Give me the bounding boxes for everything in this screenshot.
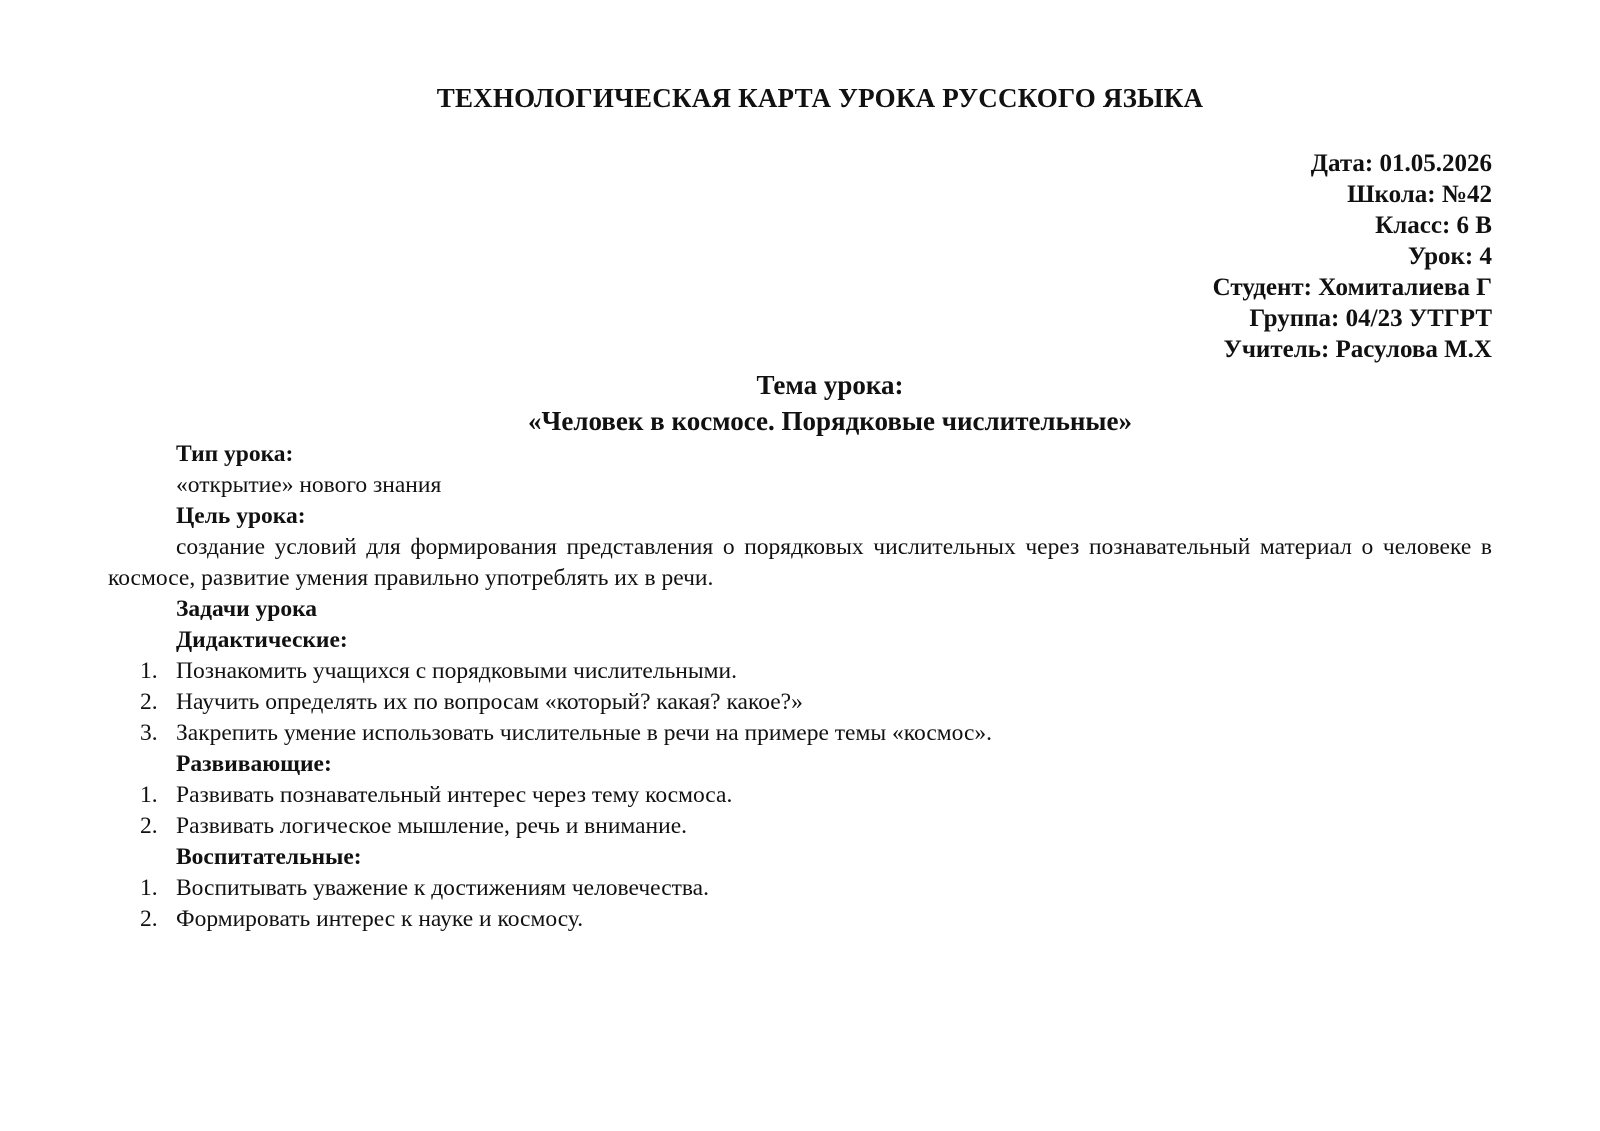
list-item-text: Формировать интерес к науке и космосу. bbox=[176, 906, 584, 932]
list-item-text: Развивать познавательный интерес через тему космоса. bbox=[176, 782, 733, 808]
meta-group: Группа: 04/23 УТГРТ bbox=[1249, 305, 1492, 332]
list-item-number: 1. bbox=[140, 782, 158, 808]
list-item-number: 2. bbox=[140, 689, 158, 715]
goal-label: Цель урока: bbox=[176, 503, 306, 529]
tasks-label: Задачи урока bbox=[176, 596, 318, 622]
educational-list bbox=[108, 873, 1492, 935]
lesson-body bbox=[108, 439, 1492, 935]
meta-school: Школа: №42 bbox=[1347, 181, 1492, 208]
list-item bbox=[108, 656, 1492, 687]
meta-lesson: Урок: 4 bbox=[1407, 243, 1492, 270]
list-item bbox=[108, 873, 1492, 904]
meta-student: Студент: Хомиталиева Г bbox=[1212, 274, 1492, 301]
list-item-text: Воспитывать уважение к достижениям человечества. bbox=[176, 875, 709, 901]
list-item bbox=[108, 718, 1492, 749]
list-item-number: 2. bbox=[140, 906, 158, 932]
didactic-list bbox=[108, 656, 1492, 749]
list-item-text: Научить определять их по вопросам «который? какая? какое?» bbox=[176, 689, 803, 715]
didactic-label: Дидактические: bbox=[176, 627, 348, 653]
list-item bbox=[108, 904, 1492, 935]
developing-label: Развивающие: bbox=[176, 751, 332, 777]
meta-teacher: Учитель: Расулова М.Х bbox=[1223, 336, 1492, 363]
developing-list bbox=[108, 780, 1492, 842]
list-item bbox=[108, 811, 1492, 842]
lesson-type-value: «открытие» нового знания bbox=[176, 472, 442, 498]
list-item-text: Познакомить учащихся с порядковыми числительными. bbox=[176, 658, 737, 684]
lesson-type-label: Тип урока: bbox=[176, 441, 294, 467]
list-item bbox=[108, 780, 1492, 811]
list-item-number: 1. bbox=[140, 658, 158, 684]
goal-text: создание условий для формирования представления о порядковых числительных через познавательный материал о человеке в космосе, развитие умения правильно употреблять их в речи. bbox=[108, 534, 1492, 591]
list-item-number: 3. bbox=[140, 720, 158, 746]
topic-name: «Человек в космосе. Порядковые числительные» bbox=[528, 405, 1132, 436]
list-item-text: Развивать логическое мышление, речь и внимание. bbox=[176, 813, 687, 839]
document-title: ТЕХНОЛОГИЧЕСКАЯ КАРТА УРОКА РУССКОГО ЯЗЫКА bbox=[436, 83, 1204, 113]
list-item bbox=[108, 687, 1492, 718]
lesson-meta-block bbox=[108, 148, 1492, 365]
meta-class: Класс: 6 В bbox=[1375, 212, 1492, 239]
meta-date: Дата: 01.05.2026 bbox=[1310, 150, 1492, 177]
list-item-number: 2. bbox=[140, 813, 158, 839]
list-item-number: 1. bbox=[140, 875, 158, 901]
topic-label: Тема урока: bbox=[756, 370, 904, 400]
list-item-text: Закрепить умение использовать числительные в речи на примере темы «космос». bbox=[176, 720, 993, 746]
educational-label: Воспитательные: bbox=[176, 844, 362, 870]
lesson-topic bbox=[108, 368, 1492, 439]
